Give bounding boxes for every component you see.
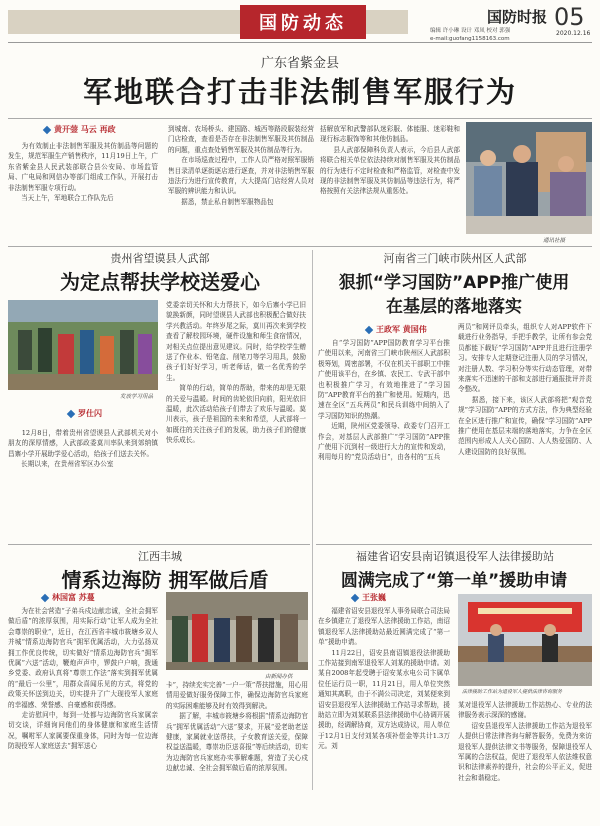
article2-byline: [68, 408, 102, 419]
section-title: 国防动态: [240, 5, 366, 39]
article1-headline: 军地联合打击非法制售军服行为: [82, 75, 517, 109]
page-number: 05: [554, 3, 585, 31]
article3-col1: 自“学习国防”APP国防教育学习平台推广使用以来，河南省三门峡市陕州区人武部积极筹划，周密部署，不仅在机关干部职工中推广使用该平台，在乡镇、农民工、专武干部中也积极推广学习，有效地推进了“学习国防”APP教育平台的推广和使用。短期内，迅速在全区“五兵两员”和民兵训练中间纳入了学习国防知识的热潮。 近期，陕州区党委领导、政委专门召开工作会，对基层人武部推广“学习国防”APP推广使用下沉到村一级进行大力的宣传和发动，利用每月的“党员活动日”，由各村的“五兵: [318, 339, 450, 462]
column-divider: [312, 250, 313, 790]
inspection-photo: [466, 122, 592, 234]
article1-byline: [44, 124, 116, 135]
article4-byline-text: 林国富 苏蔓: [52, 593, 95, 602]
row-rule-2-right: [316, 544, 592, 545]
article5-headline: 圆满完成了“第一单”援助申请: [340, 571, 568, 591]
article4-col2: 卡”，持续充实完善“一户一策”帮扶措施，用心用情用爱做好服务保障工作，确保边海防官兵家庭的实际困难能够及时有效得到解决。 据了解，丰城市筱塘乡将根据“情系边海防官兵”拥军优属活动“六送”要求，开展“爱老助老送健康，家属就业送帮扶，子女教育送关爱，保障权益送温暖，尊崇功臣送喜报”等后续活动，切实为边海防官兵家庭办实事解难题，营造了关心戍边献忠诚、全社会拥军做后盾的浓厚氛围。: [166, 681, 308, 773]
paper-name-logo: 国防时报: [487, 8, 548, 26]
byline-marker-icon: [365, 325, 373, 333]
article5-kicker: 福建省诏安县南诏镇退役军人法律援助站: [356, 550, 554, 563]
article1-kicker: 广东省紫金县: [260, 56, 339, 71]
article4-photo: [166, 592, 308, 670]
article3-headline-line2: 在基层的落地落实: [386, 297, 522, 317]
article3-headline-line1: 狠抓“学习国防”APP推广使用: [338, 273, 570, 293]
article1-col3: 括解放军和武警部队迷彩服、体能服、迷彩鞋和现行标志服饰等和其他仿制品。 县人武部保障科负责人表示，今后县人武部将联合相关单位依法持续对制售军服及其仿制品的行为进行不定时检查和严格监管，对检查中发现的非法制售军服及其仿制品等违法行为，将严格按照有关法律法规从重惩处。: [320, 125, 460, 196]
article4-photo-caption: 由新闻办供: [265, 674, 293, 680]
article1-byline-text: 黄开蓥 马云 再政: [54, 125, 116, 134]
visit-photo: [166, 592, 308, 670]
credits: [430, 27, 510, 43]
row-rule-2-left: [8, 544, 310, 545]
credits-staff: 编辑 许小琳 设计 邓凤 校对 郭强: [430, 28, 511, 34]
article4-headline: 情系边海防 拥军做后盾: [61, 568, 269, 592]
article3-col2: 两员”和网评员牵头，组织专人对APP软件下载进行业务指导，手把手教学，让所有参会党员都能下载好“学习国防”APP并且进行注册学习。安排专人定期登记注册人员的学习情况，对注册人数、学习积分等实行动态管理，对带来落实不迅速的干部和支部进行通报批评并责令整改。 据悉，接下来，该区人武部将把“观音党规”学习国防”APP的方式方法，作为典型经验在全区进行推广和宣传，确保“学习国防”APP推广使用在基层末端的落地落实，力争在全区范围内形成人人关心国防、人人热爱国防、人人建设国防的良好氛围。: [458, 323, 592, 456]
article2-col2: 党委亲切关怀和大力帮扶下，如今后寨小学已旧貌换新颜，同时望谟县人武部也积极配合做好扶学兴教活动。年终岁尾之际，莫川再次来到学校查看了解校园环境，硬件设施和师生食宿情况，对相关点位提出意见建议。同时，给学校学生赠送了作业本、铅笔盒、削笔刀等学习用具，鼓励孩子们好好学习，听老师话，做一名优秀的学生。 简单的行动，简单的帮助，带来的却是无限的关爱与温暖。时间的齿轮依旧向前，阳光依旧温暖，此次活动给孩子们带去了欢乐与温暖。莫川表示，孩子是祖国的未来和希望，人武部将一如既往的关注孩子们的发展，助力孩子们的健康快乐成长。: [166, 301, 306, 445]
school-photo: [8, 300, 158, 390]
byline-marker-icon: [43, 125, 51, 133]
byline-marker-icon: [67, 409, 75, 417]
article2-byline-text: 罗仕闪: [78, 409, 102, 418]
page-date: 2020.12.16: [556, 30, 591, 37]
article3-byline: [366, 324, 427, 335]
article5-col1: 福建省诏安县退役军人事务局联合司法局在乡镇建立了退役军人法律援助工作站，南诏镇退役军人法律援助站最近圆满完成了“第一单”援助申请。 11月22日，诏安县南诏镇退役法律援助工作站接到南军退役军人刘某的援助申请。刘某自2008年起受聘于诏安某水电公司卞属单位任运行员一职，11月21日，用人单位突然通知其离职，由于不满公司决定，刘某便来到诏安县退役军人法律援助工作站寻求帮助，援助站立即为刘某联系县法律援助中心协调开展援助，经调解协商，双方达成协议，用人单位于12月1日支付刘某各项补偿金等共计1.3万元。刘: [318, 607, 450, 751]
byline-marker-icon: [351, 593, 359, 601]
article1-rule: [8, 118, 592, 119]
article4-col1: 为在社会营造“子弟兵戍边献忠诚，全社会拥军做后盾”的浓厚氛围，用实际行动“让军人成为全社会尊崇的职业”，近日，在江西省丰城市筱塘乡双人并城“情系边海防官兵”拥军优属活动，大力弘扬双拥工作优良传统，切实做好“情系边海防官兵“拥军优属”六送”活动，鞭炮声声中，锣鼓户户响，拨通乡党委、政府认真将“尊崇工作法”落实到拥军优属的“最后一公里”，用群众喜闻乐见的方式，将党的政策关怀送到边关，切实提升了广大现役军人家庭的幸福感、荣誉感、自豪感和获得感。 走访慰问中，每到一处都与边海防官兵家属亲切交谈，详细询问他们的身体健康和家庭生活情况，嘱咐军人家属要保重身体，同时为每一位边海防现役军人家庭送去“拥军送心: [8, 607, 158, 751]
article5-byline-text: 王张巍: [362, 593, 386, 602]
article3-byline-text: 王政军 黄国伟: [376, 325, 427, 334]
article5-photo-caption: 法律援助工作站为退役军人提供法律咨询服务: [462, 689, 563, 695]
byline-marker-icon: [41, 593, 49, 601]
article1-photo-caption: 通讯社摄: [543, 238, 566, 244]
article3-kicker: 河南省三门峡市陕州区人武部: [383, 252, 527, 265]
article1-col2: 到城南、农场桥头、建国路、城西等路段服装经营门店检查，查看是否存在非法制售军服及其仿制品的问题，重点查处销售军服及其仿制品等行为。 在市场巡查过程中，工作人员严格对照军服销售目录清单逐街逐店进行逐查，并对非法销售军服违法行为进行宣传教育，大大提高门店经营人员对军服的辨识能力和认识。 据悉，禁止私自制售军服物品包: [168, 125, 314, 206]
article2-photo: [8, 300, 158, 390]
article4-kicker: 江西丰城: [138, 550, 182, 563]
article5-photo: [458, 594, 592, 686]
article2-kicker: 贵州省望谟县人武部: [110, 252, 210, 265]
article2-col1: 12月8日，带着贵州省望谟县人武部机关对小朋友的深厚情感，人武部政委莫川率队来到郊纳镇昌寨小学开展助学爱心活动，给孩子们送去关怀。 长期以来，在贵州省军区办公室: [8, 429, 158, 469]
legal-aid-photo: [458, 594, 592, 686]
credits-email: e-mail:guofang1158163.com: [430, 36, 510, 42]
article5-byline: [352, 592, 386, 603]
article1-photo: [466, 122, 592, 234]
row-rule-1: [8, 246, 592, 247]
article2-photo-caption: 发放学习用品: [120, 394, 154, 400]
article4-byline: [42, 592, 95, 603]
top-rule: [8, 42, 592, 43]
article1-col1: 为有效制止非法制售军服及其仿制品等问题的发生，规范军服生产销售秩序，11月19日上午，广东省紫金县人民武装部联合县公安局、市场监管局、广电局和网信办等部门组成工作队，开展打击非法制售军服专项行动。 当天上午，军地联合工作队先后: [8, 142, 158, 203]
article2-headline: 为定点帮扶学校送爱心: [60, 270, 260, 294]
article5-col2: 某对退役军人法律援助工作站热心、专业的法律服务表示深深的感谢。 诏安县退役军人法律援助工作站为退役军人提供日常法律咨询与解答服务，免费为来访退役军人提供法律文书等服务，保障退役军人军属的合法权益，促进了退役军人依法维权意识和法律素养的提升，社会的公平正义，促进社会和谐稳定。: [458, 701, 592, 782]
